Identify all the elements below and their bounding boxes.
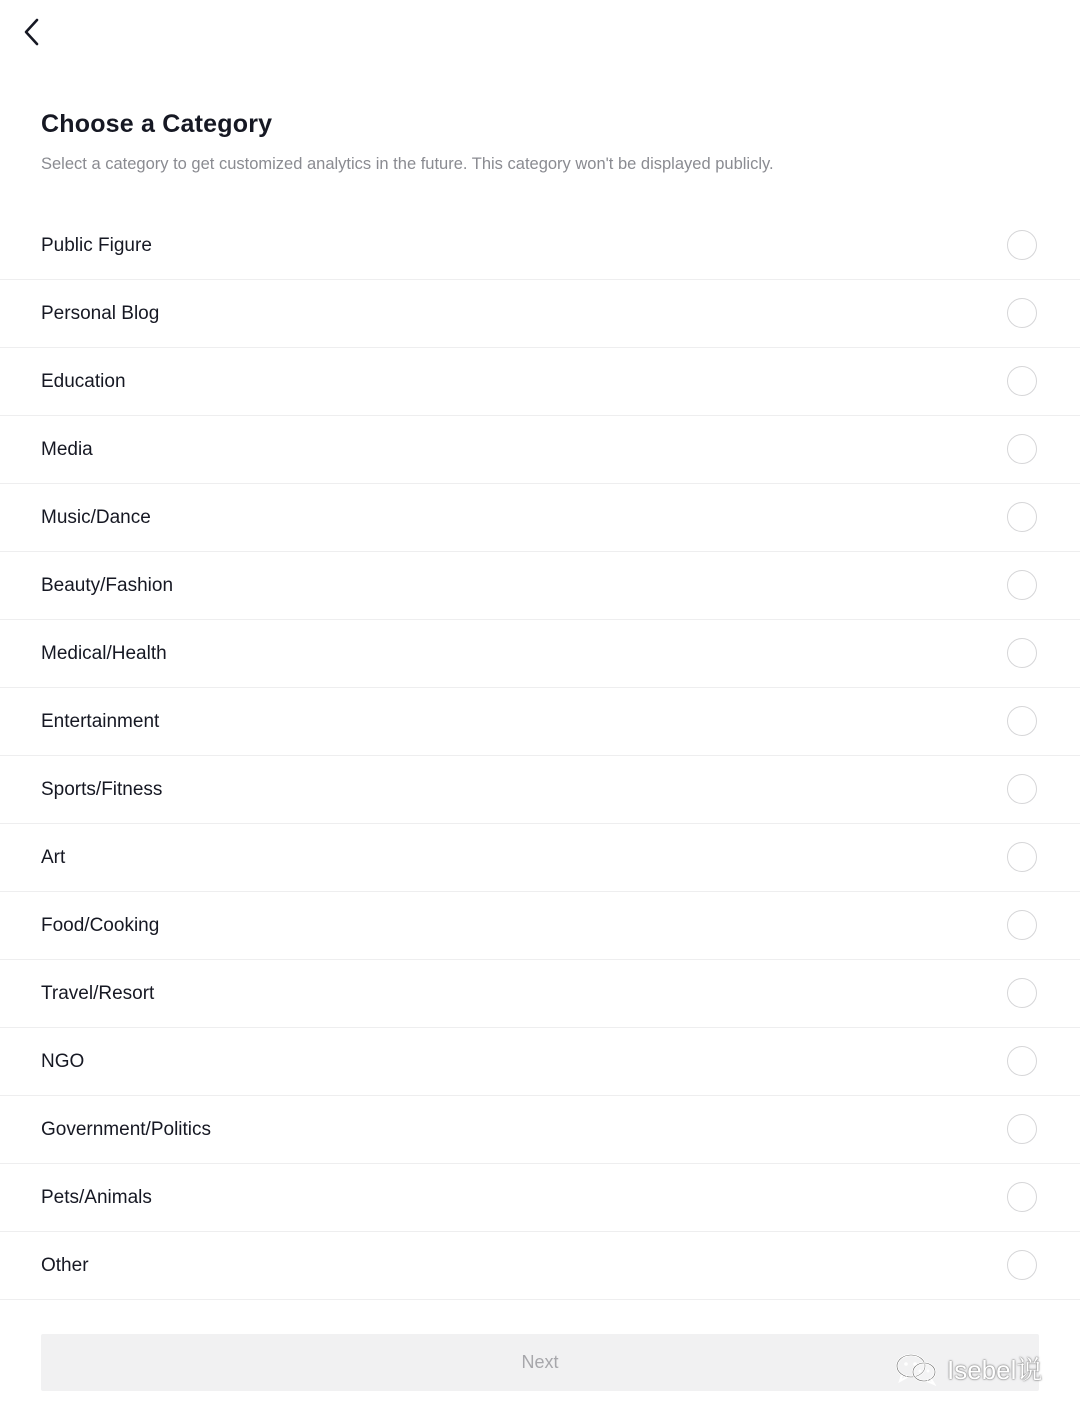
category-option-entertainment[interactable] <box>0 688 1080 756</box>
radio-button[interactable] <box>1007 230 1037 260</box>
radio-button[interactable] <box>1007 1046 1037 1076</box>
watermark-text: Isebel说 <box>947 1355 1043 1385</box>
radio-button[interactable] <box>1007 1250 1037 1280</box>
radio-button[interactable] <box>1007 1114 1037 1144</box>
category-option-public-figure[interactable] <box>0 212 1080 280</box>
category-option-art[interactable] <box>0 824 1080 892</box>
category-label: Entertainment <box>41 710 160 732</box>
category-label: Sports/Fitness <box>41 778 163 800</box>
category-label: Food/Cooking <box>41 914 160 936</box>
category-label: Other <box>41 1254 89 1276</box>
radio-button[interactable] <box>1007 978 1037 1008</box>
category-list <box>0 212 1080 1300</box>
next-button[interactable]: Next <box>41 1334 1039 1391</box>
category-option-personal-blog[interactable] <box>0 280 1080 348</box>
radio-button[interactable] <box>1007 706 1037 736</box>
radio-button[interactable] <box>1007 366 1037 396</box>
radio-button[interactable] <box>1007 842 1037 872</box>
wechat-icon <box>895 1352 939 1386</box>
category-label: Travel/Resort <box>41 982 155 1004</box>
category-option-medical-health[interactable] <box>0 620 1080 688</box>
radio-button[interactable] <box>1007 502 1037 532</box>
radio-button[interactable] <box>1007 434 1037 464</box>
category-label: Government/Politics <box>41 1118 212 1140</box>
category-option-other[interactable] <box>0 1232 1080 1300</box>
category-label: Art <box>41 846 66 868</box>
category-option-sports-fitness[interactable] <box>0 756 1080 824</box>
category-label: Music/Dance <box>41 506 151 528</box>
radio-button[interactable] <box>1007 910 1037 940</box>
category-option-food-cooking[interactable] <box>0 892 1080 960</box>
page-subtitle: Select a category to get customized analytics in the future. This category won't be displayed publicly. <box>41 155 774 173</box>
category-option-beauty-fashion[interactable] <box>0 552 1080 620</box>
chevron-left-icon <box>22 18 40 46</box>
category-label: Education <box>41 370 126 392</box>
category-label: Medical/Health <box>41 642 167 664</box>
category-label: Personal Blog <box>41 302 160 324</box>
watermark <box>895 1350 1042 1387</box>
category-label: Beauty/Fashion <box>41 574 174 596</box>
category-option-music-dance[interactable] <box>0 484 1080 552</box>
category-option-ngo[interactable] <box>0 1028 1080 1096</box>
radio-button[interactable] <box>1007 298 1037 328</box>
page-title: Choose a Category <box>41 110 273 138</box>
radio-button[interactable] <box>1007 638 1037 668</box>
category-label: Pets/Animals <box>41 1186 152 1208</box>
category-option-pets-animals[interactable] <box>0 1164 1080 1232</box>
radio-button[interactable] <box>1007 570 1037 600</box>
back-button[interactable] <box>14 14 48 50</box>
category-label: NGO <box>41 1050 85 1072</box>
radio-button[interactable] <box>1007 774 1037 804</box>
category-label: Public Figure <box>41 234 152 256</box>
category-label: Media <box>41 438 93 460</box>
radio-button[interactable] <box>1007 1182 1037 1212</box>
category-option-media[interactable] <box>0 416 1080 484</box>
category-option-government-politics[interactable] <box>0 1096 1080 1164</box>
category-option-travel-resort[interactable] <box>0 960 1080 1028</box>
category-option-education[interactable] <box>0 348 1080 416</box>
